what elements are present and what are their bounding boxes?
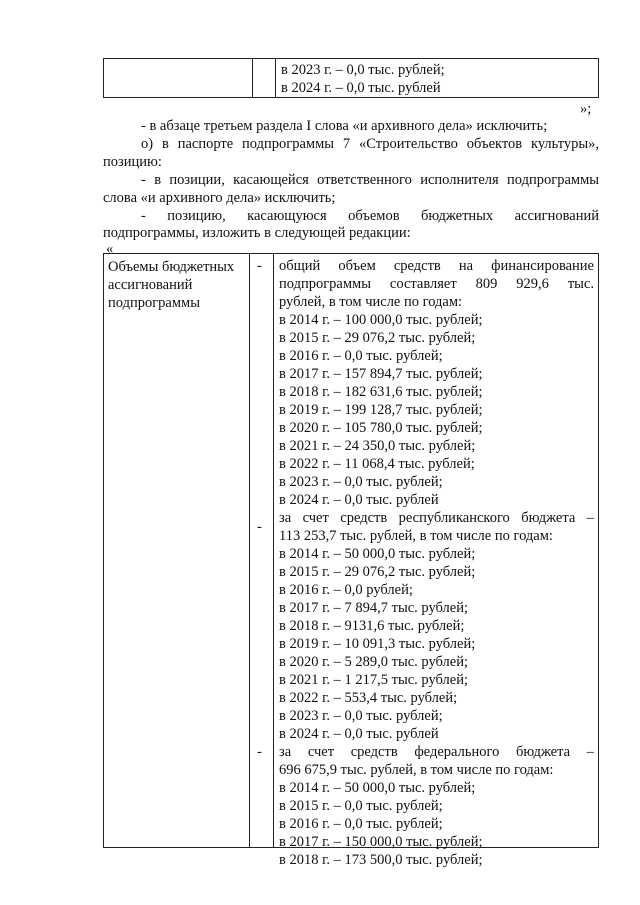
paragraph-2-line-1: о) в паспорте подпрограммы 7 «Строительство объектов культуры», xyxy=(141,136,599,152)
table-row: в 2017 г. – 150 000,0 тыс. рублей; xyxy=(279,834,483,850)
paragraph-1: - в абзаце третьем раздела I слова «и архивного дела» исключить; xyxy=(141,118,548,134)
table-row: 696 675,9 тыс. рублей, в том числе по годам: xyxy=(279,762,554,778)
paragraph-3-line-1: - в позиции, касающейся ответственного исполнителя подпрограммы xyxy=(141,172,599,188)
table-row: в 2021 г. – 1 217,5 тыс. рублей; xyxy=(279,672,469,688)
paragraph-4-line-1: - позицию, касающуюся объемов бюджетных ассигнований xyxy=(141,208,599,224)
dash-marker: - xyxy=(257,519,262,535)
closing-quote: »; xyxy=(580,101,592,117)
label-line: Объемы бюджетных xyxy=(108,259,235,275)
table-row: 113 253,7 тыс. рублей, в том числе по годам: xyxy=(279,528,553,544)
table-divider xyxy=(249,254,250,847)
budget-table xyxy=(103,253,599,868)
table-row: в 2014 г. – 50 000,0 тыс. рублей; xyxy=(279,780,476,796)
table-divider xyxy=(252,59,253,97)
table-row: в 2016 г. – 0,0 тыс. рублей; xyxy=(279,816,443,832)
label-line: подпрограммы xyxy=(108,295,200,311)
dash-marker: - xyxy=(257,258,262,274)
opening-quote: « xyxy=(106,241,114,257)
table-row: в 2024 г. – 0,0 тыс. рублей xyxy=(279,726,439,742)
table-row: в 2024 г. – 0,0 тыс. рублей xyxy=(279,492,439,508)
table-row: в 2018 г. – 182 631,6 тыс. рублей; xyxy=(279,384,483,400)
table-row: в 2016 г. – 0,0 тыс. рублей; xyxy=(279,348,443,364)
table-row: за счет средств федерального бюджета – xyxy=(279,744,594,760)
table-row: в 2023 г. – 0,0 тыс. рублей; xyxy=(281,62,445,78)
table-row: в 2020 г. – 5 289,0 тыс. рублей; xyxy=(279,654,469,670)
table-row: в 2016 г. – 0,0 рублей; xyxy=(279,582,413,598)
table-row: общий объем средств на финансирование xyxy=(279,258,594,274)
table-row: в 2022 г. – 11 068,4 тыс. рублей; xyxy=(279,456,475,472)
table-row: в 2015 г. – 29 076,2 тыс. рублей; xyxy=(279,330,476,346)
continuation-table xyxy=(103,58,599,98)
table-row: в 2015 г. – 0,0 тыс. рублей; xyxy=(279,798,443,814)
paragraph-2-line-2: позицию: xyxy=(103,154,162,170)
table-row: в 2019 г. – 199 128,7 тыс. рублей; xyxy=(279,402,483,418)
table-row: в 2020 г. – 105 780,0 тыс. рублей; xyxy=(279,420,483,436)
table-label-cell xyxy=(108,258,248,312)
table-row: в 2018 г. – 173 500,0 тыс. рублей; xyxy=(279,852,483,868)
table-row: в 2017 г. – 7 894,7 тыс. рублей; xyxy=(279,600,469,616)
table-row: в 2022 г. – 553,4 тыс. рублей; xyxy=(279,690,458,706)
paragraph-4-line-2: подпрограммы, изложить в следующей редакции: xyxy=(103,225,411,241)
paragraph-3-line-2: слова «и архивного дела» исключить; xyxy=(103,190,336,206)
label-line: ассигнований xyxy=(108,277,193,293)
table-row: в 2018 г. – 9131,6 тыс. рублей; xyxy=(279,618,465,634)
table-row: в 2019 г. – 10 091,3 тыс. рублей; xyxy=(279,636,476,652)
continuation-cell xyxy=(281,61,445,97)
table-row: в 2023 г. – 0,0 тыс. рублей; xyxy=(279,708,443,724)
table-row: в 2024 г. – 0,0 тыс. рублей xyxy=(281,80,441,96)
table-row: за счет средств республиканского бюджета – xyxy=(279,510,594,526)
table-row: рублей, в том числе по годам: xyxy=(279,294,463,310)
table-row: подпрограммы составляет 809 929,6 тыс. xyxy=(279,276,594,292)
table-divider xyxy=(275,59,276,97)
dash-marker: - xyxy=(257,744,262,760)
table-divider xyxy=(273,254,274,847)
table-row: в 2014 г. – 100 000,0 тыс. рублей; xyxy=(279,312,483,328)
table-row: в 2017 г. – 157 894,7 тыс. рублей; xyxy=(279,366,483,382)
table-row: в 2023 г. – 0,0 тыс. рублей; xyxy=(279,474,443,490)
table-row: в 2015 г. – 29 076,2 тыс. рублей; xyxy=(279,564,476,580)
table-row: в 2014 г. – 50 000,0 тыс. рублей; xyxy=(279,546,476,562)
table-row: в 2021 г. – 24 350,0 тыс. рублей; xyxy=(279,438,476,454)
table-value-cell xyxy=(279,257,594,869)
